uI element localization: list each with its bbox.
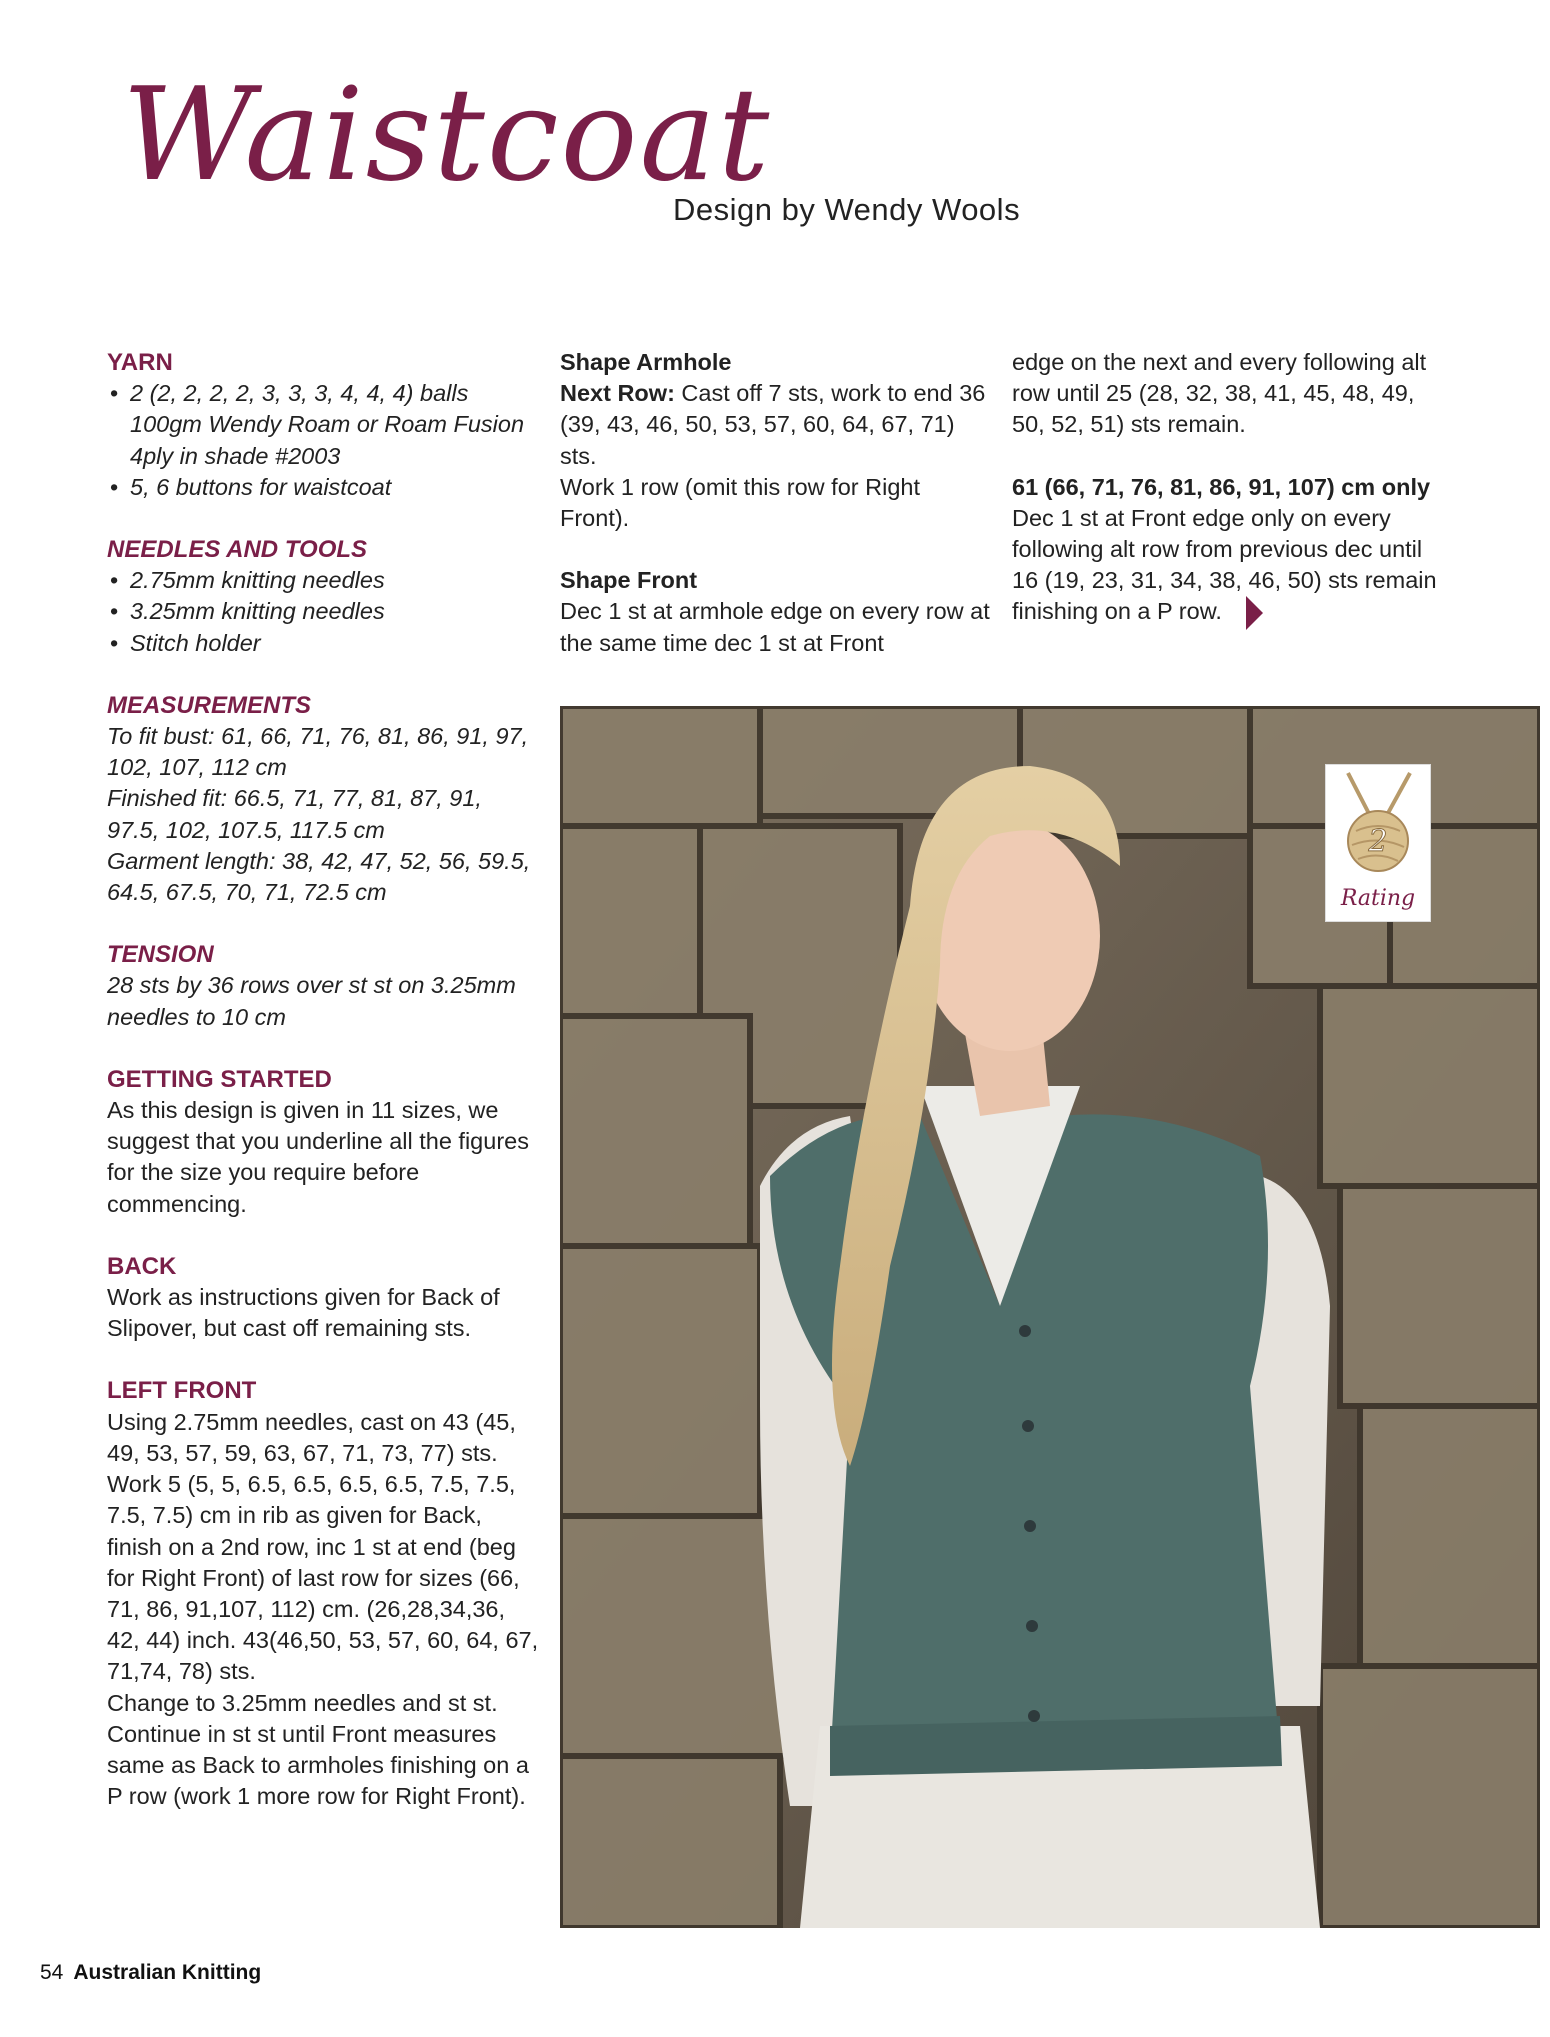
sizes-text-para bbox=[1012, 503, 1444, 631]
continue-arrow-icon bbox=[1246, 596, 1263, 630]
next-row-label: Next Row: bbox=[560, 380, 675, 407]
list-item: • 3.25mm knitting needles bbox=[107, 596, 539, 627]
column-left bbox=[107, 347, 539, 1843]
measurements-section bbox=[107, 690, 539, 908]
measurement-line: To fit bust: 61, 66, 71, 76, 81, 86, 91, 97, 102, 107, 112 cm bbox=[107, 723, 529, 781]
back-section bbox=[107, 1251, 539, 1345]
list-item: • 2.75mm knitting needles bbox=[107, 565, 539, 596]
getting-started-heading: GETTING STARTED bbox=[107, 1065, 332, 1093]
sizes-heading: 61 (66, 71, 76, 81, 86, 91, 107) cm only bbox=[1012, 473, 1431, 500]
next-row-para bbox=[560, 378, 992, 472]
column-middle bbox=[560, 347, 992, 690]
left-front-para: Using 2.75mm needles, cast on 43 (45, 49, 53, 57, 59, 63, 67, 71, 73, 77) sts. bbox=[107, 1408, 516, 1466]
shape-front-text: Dec 1 st at armhole edge on every row at the same time dec 1 st at Front bbox=[560, 598, 990, 656]
measurement-line: Garment length: 38, 42, 47, 52, 56, 59.5, 64.5, 67.5, 70, 71, 72.5 cm bbox=[107, 847, 531, 906]
yarn-section bbox=[107, 347, 539, 503]
sizes-section bbox=[1012, 472, 1444, 631]
next-row-text: Cast off 7 sts, work to end 36 (39, 43, 46, 50, 53, 57, 60, 64, 67, 71) sts. bbox=[560, 380, 986, 469]
work-row-text: Work 1 row (omit this row for Right Front). bbox=[560, 473, 920, 532]
getting-started-section bbox=[107, 1064, 539, 1220]
publication-name: Australian Knitting bbox=[73, 1961, 262, 1984]
list-item: • 2 (2, 2, 2, 2, 3, 3, 3, 4, 4, 4) balls 100gm Wendy Roam or Roam Fusion 4ply in shade #2003 bbox=[107, 378, 539, 472]
tension-text: 28 sts by 36 rows over st st on 3.25mm needles to 10 cm bbox=[107, 972, 516, 1030]
sizes-text: Dec 1 st at Front edge only on every following alt row from previous dec until 16 (19, 23, 31, 34, 38, 46, 50) sts remain finishing on a P row. bbox=[1012, 504, 1437, 625]
yarn-list bbox=[107, 378, 539, 503]
page-footer bbox=[40, 1961, 261, 1985]
left-front-section bbox=[107, 1375, 539, 1812]
left-front-para: Change to 3.25mm needles and st st. Continue in st st until Front measures same as Back to armholes finishing on a P row (work 1 more row for Right Front). bbox=[107, 1689, 529, 1810]
shape-armhole-heading: Shape Armhole bbox=[560, 349, 732, 375]
tension-section bbox=[107, 939, 539, 1033]
rating-number: 2 bbox=[1368, 824, 1388, 859]
designer-byline: Design by Wendy Wools bbox=[673, 192, 1021, 227]
back-text: Work as instructions given for Back of Slipover, but cast off remaining sts. bbox=[107, 1284, 500, 1342]
column-right bbox=[1012, 347, 1444, 661]
needles-section bbox=[107, 534, 539, 659]
needles-heading: NEEDLES AND TOOLS bbox=[107, 536, 368, 564]
list-item: • 5, 6 buttons for waistcoat bbox=[107, 472, 539, 503]
shape-armhole-section bbox=[560, 347, 992, 534]
page-title: Waistcoat bbox=[122, 61, 772, 210]
list-item: • Stitch holder bbox=[107, 628, 539, 659]
getting-started-text: As this design is given in 11 sizes, we suggest that you underline all the figures for the size you require before commencing. bbox=[107, 1097, 529, 1217]
measurements-heading: MEASUREMENTS bbox=[107, 691, 312, 719]
needles-list bbox=[107, 565, 539, 659]
rating-badge bbox=[1325, 764, 1431, 922]
tension-heading: TENSION bbox=[107, 941, 214, 969]
left-front-para: Work 5 (5, 5, 6.5, 6.5, 6.5, 6.5, 7.5, 7.5, 7.5, 7.5) cm in rib as given for Back, finish on a 2nd row, inc 1 st at end (beg for Right Front) of last row for sizes (66, 71, 86, 91,107, 112) cm. (26,28,34,36, 42, 44) inch. 43(46,50, 53, 57, 60, 64, 67, 71,74, 78) sts. bbox=[107, 1471, 539, 1685]
left-front-heading: LEFT FRONT bbox=[107, 1377, 257, 1405]
shape-front-heading: Shape Front bbox=[560, 567, 698, 594]
page-number: 54 bbox=[40, 1961, 64, 1984]
yarn-heading: YARN bbox=[107, 349, 173, 376]
yarn-ball-needles-icon bbox=[1326, 765, 1430, 885]
shape-front-section bbox=[560, 565, 992, 659]
back-heading: BACK bbox=[107, 1252, 177, 1280]
measurement-line: Finished fit: 66.5, 71, 77, 81, 87, 91, 97.5, 102, 107.5, 117.5 cm bbox=[107, 785, 482, 843]
continued-section bbox=[1012, 347, 1444, 441]
rating-label: Rating bbox=[1340, 886, 1416, 911]
continued-text: edge on the next and every following alt row until 25 (28, 32, 38, 41, 45, 48, 49, 50, 52, 51) sts remain. bbox=[1012, 349, 1427, 438]
